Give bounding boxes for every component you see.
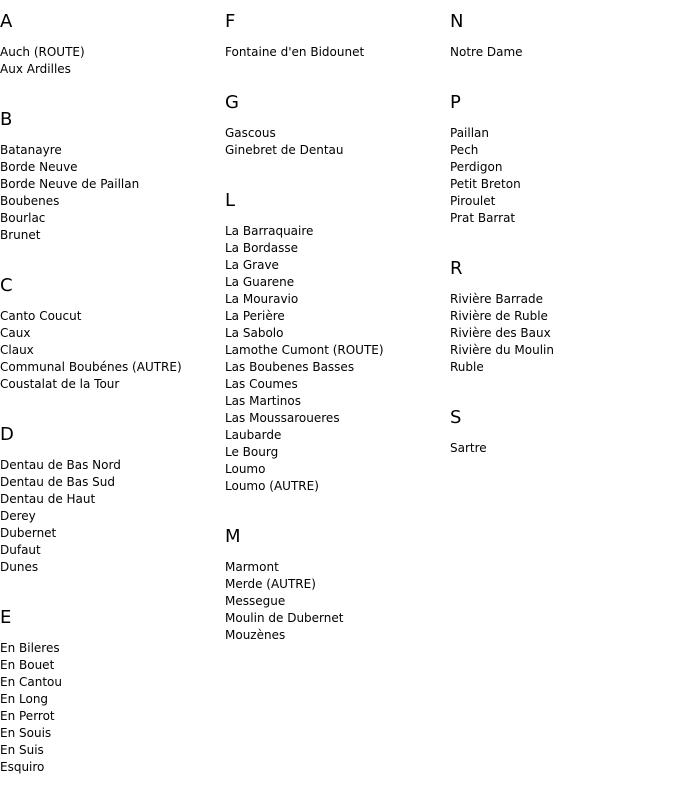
place-list [0, 457, 220, 576]
place-link-sartre[interactable]: Sartre [450, 441, 487, 455]
place-link-en-bileres[interactable]: En Bileres [0, 641, 60, 655]
place-list [0, 308, 220, 393]
list-item [225, 142, 445, 159]
place-list [225, 44, 445, 61]
place-link-riviere-de-ruble[interactable]: Rivière de Ruble [450, 309, 548, 323]
list-item [225, 427, 445, 444]
list-item [450, 210, 670, 227]
place-link-mouzenes[interactable]: Mouzènes [225, 628, 286, 642]
place-link-la-sabolo[interactable]: La Sabolo [225, 326, 284, 340]
list-item [225, 359, 445, 376]
place-link-la-guarene[interactable]: La Guarene [225, 275, 295, 289]
place-link-en-long[interactable]: En Long [0, 692, 49, 706]
letter-group-p [450, 89, 670, 227]
letter-heading: A [0, 11, 13, 32]
place-list [225, 559, 445, 644]
place-link-fontaine-d-en-bidounet[interactable]: Fontaine d'en Bidounet [225, 45, 365, 59]
place-link-la-mouravio[interactable]: La Mouravio [225, 292, 299, 306]
place-link-riviere-du-moulin[interactable]: Rivière du Moulin [450, 343, 554, 357]
list-item [225, 444, 445, 461]
place-link-la-grave[interactable]: La Grave [225, 258, 279, 272]
letter-group-a [0, 8, 220, 78]
list-item [0, 142, 220, 159]
place-link-claux[interactable]: Claux [0, 343, 34, 357]
letter-group-c [0, 272, 220, 393]
list-item [225, 576, 445, 593]
list-item [0, 342, 220, 359]
list-item [0, 359, 220, 376]
list-item [450, 142, 670, 159]
list-item [0, 227, 220, 244]
list-item [0, 640, 220, 657]
list-item [450, 176, 670, 193]
list-item [0, 325, 220, 342]
place-link-en-suis[interactable]: En Suis [0, 743, 44, 757]
list-item [0, 210, 220, 227]
place-link-lamothe-cumont-route[interactable]: Lamothe Cumont (ROUTE) [225, 343, 384, 357]
list-item [225, 559, 445, 576]
place-link-loumo-autre[interactable]: Loumo (AUTRE) [225, 479, 319, 493]
place-link-en-perrot[interactable]: En Perrot [0, 709, 55, 723]
list-item [225, 274, 445, 291]
letter-group-r [450, 255, 670, 376]
letter-heading: E [0, 607, 12, 628]
place-list [225, 125, 445, 159]
place-list [0, 44, 220, 78]
index-column [225, 8, 445, 672]
place-link-petit-breton[interactable]: Petit Breton [450, 177, 521, 191]
list-item [0, 691, 220, 708]
letter-heading: P [450, 92, 461, 113]
place-link-communal-boubenes-autre[interactable]: Communal Boubénes (AUTRE) [0, 360, 182, 374]
list-item [450, 125, 670, 142]
list-item [225, 257, 445, 274]
place-link-dufaut[interactable]: Dufaut [0, 543, 41, 557]
place-link-dentau-de-bas-nord[interactable]: Dentau de Bas Nord [0, 458, 121, 472]
list-item [225, 410, 445, 427]
list-item [225, 393, 445, 410]
place-link-aux-ardilles[interactable]: Aux Ardilles [0, 62, 71, 76]
place-link-batanayre[interactable]: Batanayre [0, 143, 62, 157]
place-list [0, 142, 220, 244]
list-item [225, 376, 445, 393]
list-item [0, 525, 220, 542]
list-item [225, 610, 445, 627]
list-item [450, 308, 670, 325]
place-link-dentau-de-haut[interactable]: Dentau de Haut [0, 492, 96, 506]
place-link-riviere-barrade[interactable]: Rivière Barrade [450, 292, 543, 306]
list-item [450, 291, 670, 308]
letter-heading: B [0, 109, 13, 130]
index-column [0, 8, 220, 804]
letter-group-n [450, 8, 670, 61]
letter-group-s [450, 404, 670, 457]
place-link-bourlac[interactable]: Bourlac [0, 211, 46, 225]
place-link-le-bourg[interactable]: Le Bourg [225, 445, 279, 459]
index-column [450, 8, 670, 485]
list-item [0, 376, 220, 393]
place-link-en-cantou[interactable]: En Cantou [0, 675, 62, 689]
list-item [0, 559, 220, 576]
letter-group-b [0, 106, 220, 244]
place-link-ruble[interactable]: Ruble [450, 360, 484, 374]
place-link-messegue[interactable]: Messegue [225, 594, 286, 608]
letter-heading: R [450, 258, 463, 279]
letter-group-d [0, 421, 220, 576]
place-link-loumo[interactable]: Loumo [225, 462, 266, 476]
place-link-en-souis[interactable]: En Souis [0, 726, 52, 740]
place-list [450, 125, 670, 227]
list-item [225, 44, 445, 61]
letter-heading: S [450, 407, 462, 428]
letter-group-e [0, 604, 220, 776]
list-item [450, 159, 670, 176]
place-link-en-bouet[interactable]: En Bouet [0, 658, 55, 672]
list-item [225, 627, 445, 644]
place-link-canto-coucut[interactable]: Canto Coucut [0, 309, 82, 323]
list-item [0, 159, 220, 176]
list-item [0, 542, 220, 559]
list-item [0, 657, 220, 674]
list-item [225, 223, 445, 240]
list-item [0, 176, 220, 193]
list-item [0, 474, 220, 491]
place-link-la-periere[interactable]: La Perière [225, 309, 285, 323]
list-item [450, 193, 670, 210]
place-link-las-moussaroueres[interactable]: Las Moussaroueres [225, 411, 340, 425]
list-item [0, 674, 220, 691]
list-item [0, 725, 220, 742]
place-link-coustalat-de-la-tour[interactable]: Coustalat de la Tour [0, 377, 120, 391]
place-list [450, 291, 670, 376]
list-item [0, 708, 220, 725]
place-link-perdigon[interactable]: Perdigon [450, 160, 503, 174]
list-item [0, 759, 220, 776]
place-link-las-coumes[interactable]: Las Coumes [225, 377, 298, 391]
list-item [225, 325, 445, 342]
list-item [0, 491, 220, 508]
list-item [225, 125, 445, 142]
place-link-las-martinos[interactable]: Las Martinos [225, 394, 301, 408]
letter-group-l [225, 187, 445, 495]
place-link-la-bordasse[interactable]: La Bordasse [225, 241, 299, 255]
letter-group-m [225, 523, 445, 644]
place-link-moulin-de-dubernet[interactable]: Moulin de Dubernet [225, 611, 344, 625]
list-item [0, 457, 220, 474]
list-item [225, 593, 445, 610]
place-link-las-boubenes-basses[interactable]: Las Boubenes Basses [225, 360, 355, 374]
place-link-esquiro[interactable]: Esquiro [0, 760, 45, 774]
place-link-laubarde[interactable]: Laubarde [225, 428, 282, 442]
place-link-gascous[interactable]: Gascous [225, 126, 276, 140]
list-item [225, 291, 445, 308]
list-item [225, 461, 445, 478]
letter-heading: N [450, 11, 464, 32]
list-item [450, 359, 670, 376]
place-link-dubernet[interactable]: Dubernet [0, 526, 57, 540]
list-item [0, 61, 220, 78]
letter-group-f [225, 8, 445, 61]
place-list [225, 223, 445, 495]
list-item [225, 342, 445, 359]
list-item [0, 508, 220, 525]
place-link-notre-dame[interactable]: Notre Dame [450, 45, 523, 59]
place-link-prat-barrat[interactable]: Prat Barrat [450, 211, 516, 225]
place-link-riviere-des-baux[interactable]: Rivière des Baux [450, 326, 551, 340]
place-list [450, 440, 670, 457]
place-list [450, 44, 670, 61]
place-link-marmont[interactable]: Marmont [225, 560, 279, 574]
letter-group-g [225, 89, 445, 159]
place-link-la-barraquaire[interactable]: La Barraquaire [225, 224, 314, 238]
letter-heading: F [225, 11, 236, 32]
place-link-paillan[interactable]: Paillan [450, 126, 490, 140]
place-link-pech[interactable]: Pech [450, 143, 479, 157]
list-item [225, 240, 445, 257]
list-item [0, 193, 220, 210]
letter-heading: G [225, 92, 239, 113]
place-link-ginebret-de-dentau[interactable]: Ginebret de Dentau [225, 143, 344, 157]
list-item [450, 44, 670, 61]
letter-heading: C [0, 275, 13, 296]
place-link-dentau-de-bas-sud[interactable]: Dentau de Bas Sud [0, 475, 116, 489]
letter-heading: L [225, 190, 236, 211]
place-link-boubenes[interactable]: Boubenes [0, 194, 60, 208]
list-item [0, 308, 220, 325]
place-link-dunes[interactable]: Dunes [0, 560, 39, 574]
list-item [450, 342, 670, 359]
place-link-brunet[interactable]: Brunet [0, 228, 41, 242]
place-link-merde-autre[interactable]: Merde (AUTRE) [225, 577, 316, 591]
place-link-borde-neuve[interactable]: Borde Neuve [0, 160, 78, 174]
list-item [450, 325, 670, 342]
place-link-caux[interactable]: Caux [0, 326, 31, 340]
place-link-piroulet[interactable]: Piroulet [450, 194, 496, 208]
letter-heading: D [0, 424, 14, 445]
letter-heading: M [225, 526, 241, 547]
list-item [225, 478, 445, 495]
list-item [0, 44, 220, 61]
place-link-auch-route[interactable]: Auch (ROUTE) [0, 45, 85, 59]
list-item [225, 308, 445, 325]
place-link-derey[interactable]: Derey [0, 509, 36, 523]
list-item [0, 742, 220, 759]
list-item [450, 440, 670, 457]
place-link-borde-neuve-de-paillan[interactable]: Borde Neuve de Paillan [0, 177, 140, 191]
